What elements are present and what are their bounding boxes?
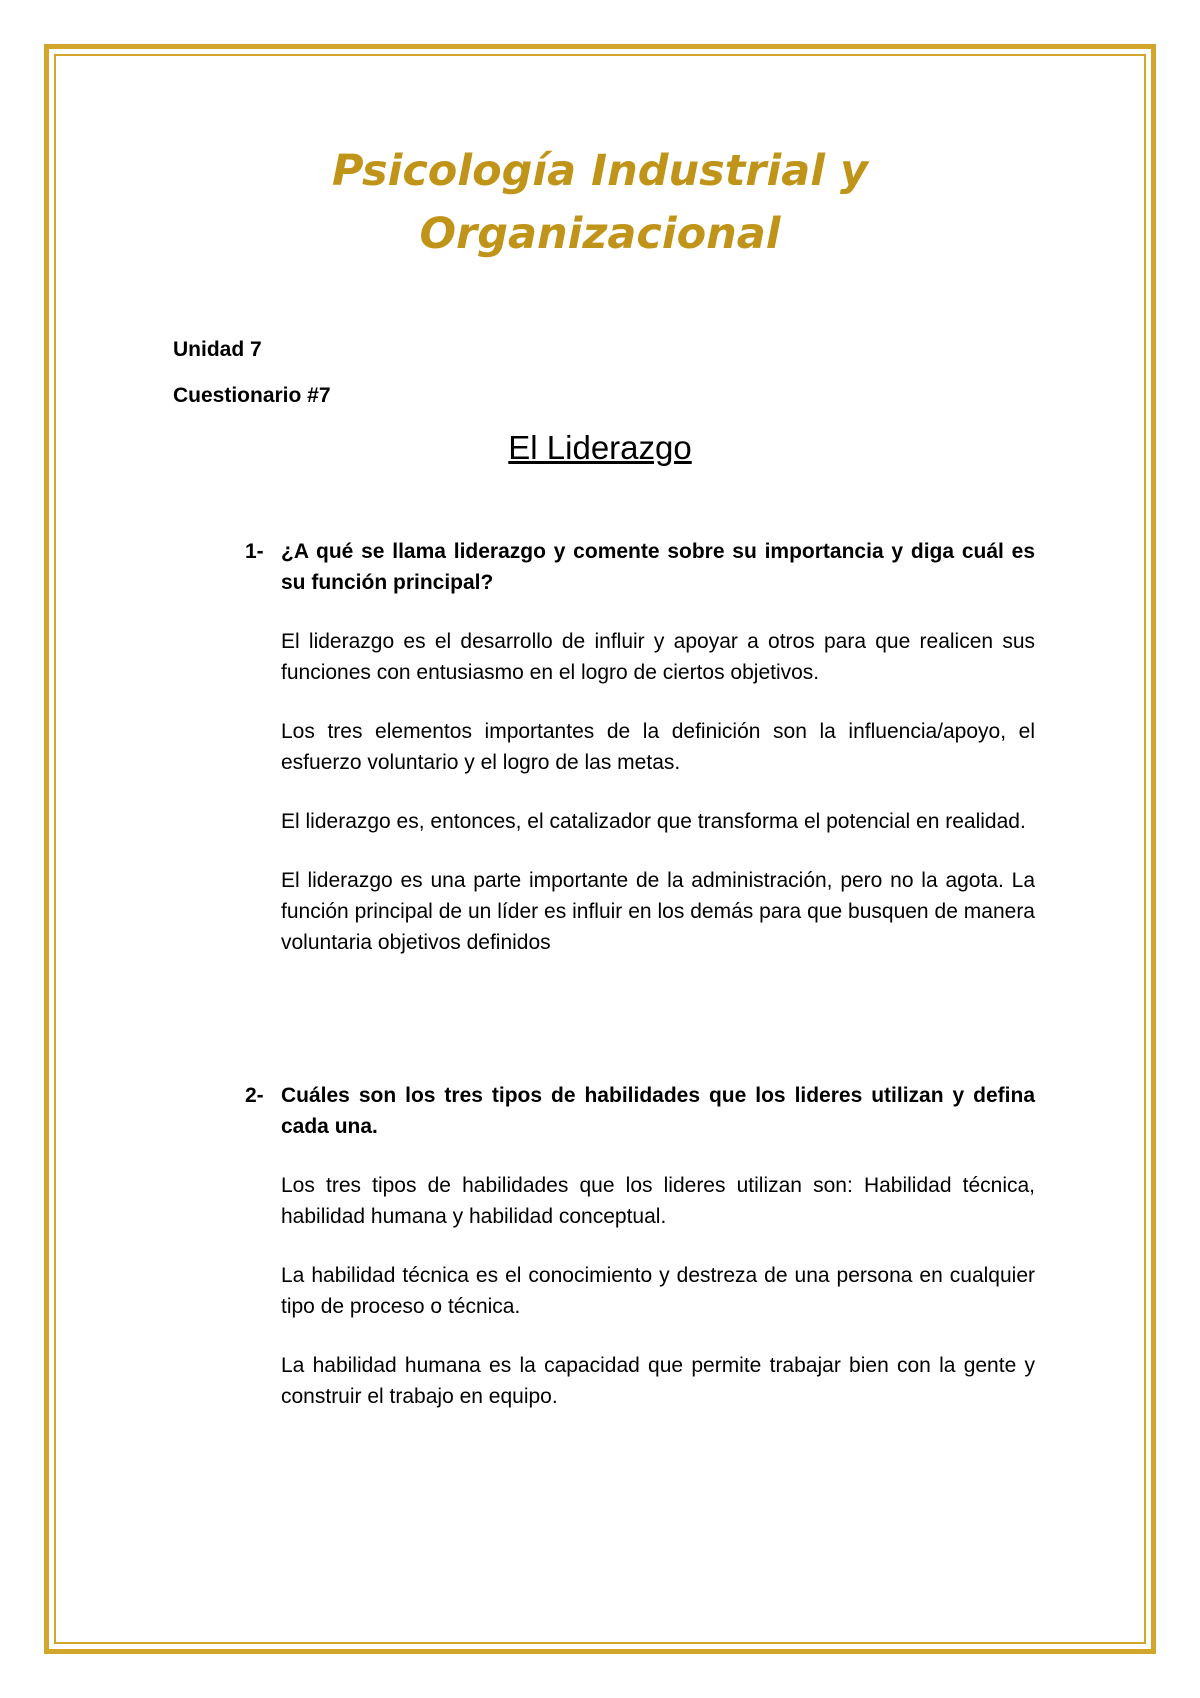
- document-title: [150, 140, 1050, 266]
- answer-paragraph: El liderazgo es el desarrollo de influir y apoyar a otros para que realicen sus funciones con entusiasmo en el logro de ciertos objetivos.: [281, 630, 1035, 684]
- answer-paragraph: El liderazgo es una parte importante de la administración, pero no la agota. La función principal de un líder es influir en los demás para que busquen de manera voluntaria objetivos definidos: [281, 869, 1035, 954]
- question-number: 2-: [245, 1084, 264, 1107]
- answer-paragraph: Los tres tipos de habilidades que los lideres utilizan son: Habilidad técnica, habilidad humana y habilidad conceptual.: [281, 1174, 1035, 1228]
- question-block: [245, 1080, 1035, 1440]
- title-line-1: Psicología Industrial y: [332, 146, 868, 196]
- answer-paragraph: El liderazgo es, entonces, el catalizador que transforma el potencial en realidad.: [281, 810, 1026, 833]
- answer-paragraph: La habilidad técnica es el conocimiento y destreza de una persona en cualquier tipo de proceso o técnica.: [281, 1264, 1035, 1318]
- question-number: 1-: [245, 540, 264, 563]
- answer-paragraph: Los tres elementos importantes de la definición son la influencia/apoyo, el esfuerzo voluntario y el logro de las metas.: [281, 720, 1035, 774]
- quiz-label: Cuestionario #7: [173, 384, 331, 407]
- question-text: Cuáles son los tres tipos de habilidades que los lideres utilizan y defina cada una.: [281, 1084, 1035, 1138]
- unit-label: Unidad 7: [173, 338, 262, 361]
- question-text: ¿A qué se llama liderazgo y comente sobre su importancia y diga cuál es su función principal?: [281, 540, 1035, 594]
- answer-paragraph: La habilidad humana es la capacidad que permite trabajar bien con la gente y construir el trabajo en equipo.: [281, 1354, 1035, 1408]
- title-line-2: Organizacional: [419, 209, 781, 259]
- section-title: El Liderazgo: [508, 429, 692, 466]
- question-block: [245, 536, 1035, 986]
